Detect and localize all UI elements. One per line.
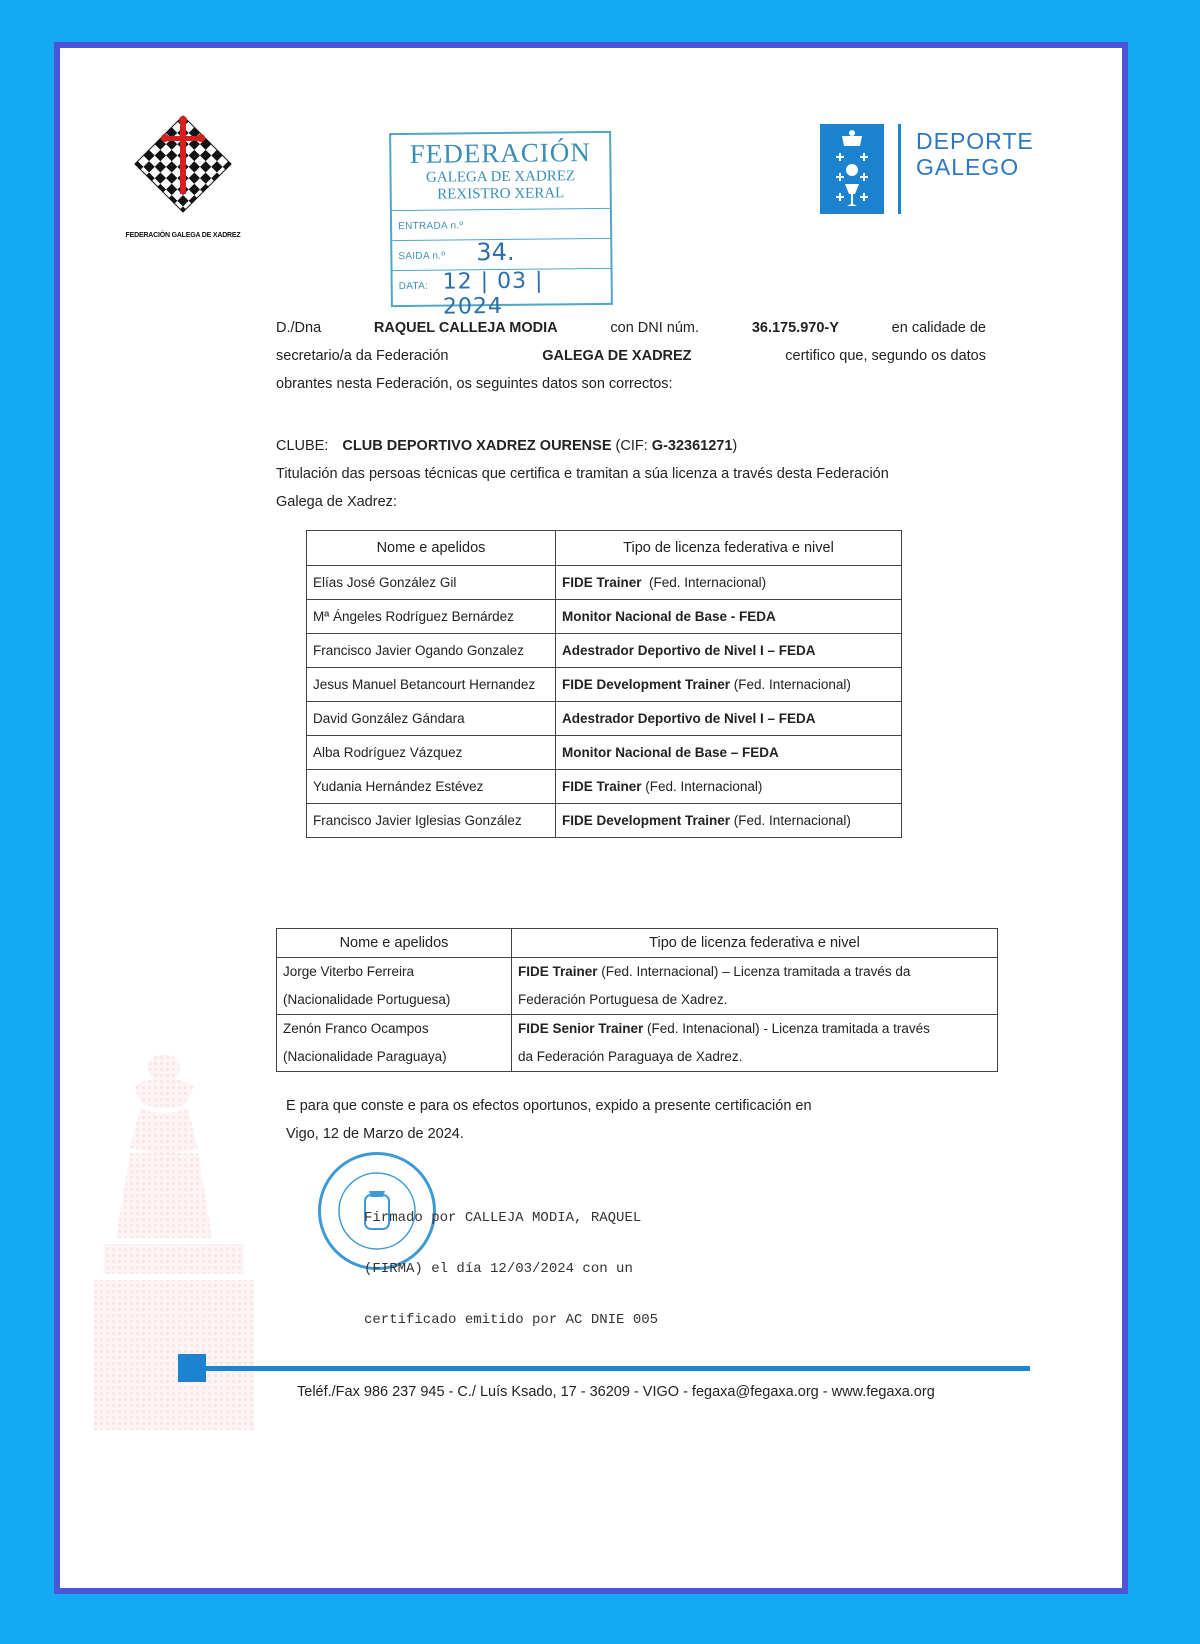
cell-name [277, 1015, 512, 1072]
cell-name: Mª Ángeles Rodríguez Bernárdez [307, 600, 556, 634]
document-page [54, 42, 1128, 1594]
license-level: FIDE Trainer [518, 964, 598, 979]
intro-text-4: obrantes nesta Federación, os seguintes datos son correctos: [276, 376, 673, 392]
license-level: FIDE Development Trainer [562, 813, 731, 828]
intro-text-2: secretario/a da Federación [276, 348, 449, 364]
signature-line-3: certificado emitido por AC DNIE 005 [364, 1312, 659, 1328]
table-row [307, 566, 902, 600]
closing-line-2: Vigo, 12 de Marzo de 2024. [286, 1126, 464, 1142]
license-note-2: da Federación Paraguaya de Xadrez. [518, 1049, 743, 1064]
license-note-1: (Fed. Internacional) – Licenza tramitada a través da [597, 964, 911, 979]
cell-license [556, 770, 902, 804]
club-description-2: Galega de Xadrez: [276, 494, 397, 510]
license-level: FIDE Trainer [562, 779, 642, 794]
stamp-data-label: DATA: [398, 280, 429, 293]
logo-divider [898, 124, 901, 214]
header-license: Tipo de licenza federativa e nivel [512, 929, 998, 958]
header-license: Tipo de licenza federativa e nivel [556, 531, 902, 566]
intro-dni-label: con DNI núm. [610, 320, 700, 336]
table-row [277, 958, 998, 1015]
table-header-row [307, 531, 902, 566]
cell-license [512, 958, 998, 1015]
cell-license [556, 668, 902, 702]
table-row [307, 736, 902, 770]
stamp-saida-label: SAIDA n.º [398, 250, 446, 263]
stamp-line-2: REXISTRO XERAL [437, 185, 565, 203]
license-level: Monitor Nacional de Base - FEDA [562, 609, 776, 624]
cell-license [512, 1015, 998, 1072]
stamp-entrada-label: ENTRADA n.º [398, 220, 464, 233]
chessboard-cross-icon [125, 106, 241, 222]
cell-license [556, 566, 902, 600]
license-note-1: (Fed. Intenacional) - Licenza tramitada a través [643, 1021, 930, 1036]
intro-text-3: certifico que, segundo os datos [785, 348, 986, 364]
club-cif: G-32361271 [651, 438, 733, 454]
digital-signature [364, 1176, 658, 1363]
person-name: Jorge Viterbo Ferreira [283, 964, 415, 979]
intro-prefix: D./Dna [276, 320, 322, 336]
table-row [307, 770, 902, 804]
intro-name: RAQUEL CALLEJA MODIA [373, 320, 558, 336]
registry-stamp [389, 131, 613, 320]
fegaxa-logo [114, 106, 252, 239]
table-row [307, 804, 902, 838]
footer-rule [180, 1366, 1030, 1371]
intro-paragraph [276, 314, 986, 398]
license-scope: (Fed. Internacional) [730, 813, 851, 828]
foreign-licenses-table [276, 928, 998, 1072]
signature-line-1: Firmado por CALLEJA MODIA, RAQUEL [364, 1210, 642, 1226]
stamp-line-1: GALEGA DE XADREZ [425, 168, 576, 186]
deporte-galego-line-1: DEPORTE [916, 128, 1034, 154]
table-row [307, 702, 902, 736]
club-description-1: Titulación das persoas técnicas que certifica e tramitan a súa licenza a través desta Federación [276, 466, 889, 482]
intro-dni: 36.175.970-Y [751, 320, 839, 336]
person-nationality: (Nacionalidade Paraguaya) [283, 1049, 447, 1064]
intro-text-1: en calidade de [891, 320, 986, 336]
license-level: Adestrador Deportivo de Nivel I – FEDA [562, 711, 816, 726]
license-level: Monitor Nacional de Base – FEDA [562, 745, 779, 760]
license-level: FIDE Development Trainer [562, 677, 731, 692]
table-row [307, 634, 902, 668]
footer-contact: Teléf./Fax 986 237 945 - C./ Luís Ksado, 17 - 36209 - VIGO - fegaxa@fegaxa.org - www.fegaxa.org [297, 1384, 935, 1400]
deporte-galego-line-2: GALEGO [916, 154, 1020, 180]
licenses-table [306, 530, 902, 838]
pawn-watermark-icon [94, 1008, 254, 1438]
table-row [307, 600, 902, 634]
cell-name: Elías José González Gil [307, 566, 556, 600]
cell-license [556, 600, 902, 634]
license-scope: (Fed. Internacional) [641, 575, 767, 590]
cell-name: Francisco Javier Ogando Gonzalez [307, 634, 556, 668]
table-row [307, 668, 902, 702]
cell-license [556, 736, 902, 770]
license-level: FIDE Trainer [562, 575, 642, 590]
header-name: Nome e apelidos [277, 929, 512, 958]
cell-name: Yudania Hernández Estévez [307, 770, 556, 804]
club-section [276, 432, 1014, 516]
header-name: Nome e apelidos [307, 531, 556, 566]
fegaxa-logo-caption: FEDERACIÓN GALEGA DE XADREZ [125, 232, 241, 239]
license-scope: (Fed. Internacional) [641, 779, 763, 794]
table-row [277, 1015, 998, 1072]
signature-line-2: (FIRMA) el día 12/03/2024 con un [364, 1261, 633, 1277]
person-name: Zenón Franco Ocampos [283, 1021, 429, 1036]
intro-federation: GALEGA DE XADREZ [542, 348, 692, 364]
table-header-row [277, 929, 998, 958]
stamp-title: FEDERACIÓN [409, 137, 591, 169]
cell-name [277, 958, 512, 1015]
stamp-entrada-row [392, 208, 610, 240]
cell-license [556, 702, 902, 736]
club-cif-close: ) [732, 438, 738, 454]
stamp-data-value: 12 | 03 | 2024 [442, 268, 544, 320]
stamp-data-row [393, 268, 611, 320]
closing-paragraph [286, 1092, 812, 1148]
club-cif-label: (CIF: [615, 438, 648, 454]
cell-name: Jesus Manuel Betancourt Hernandez [307, 668, 556, 702]
closing-line-1: E para que conste e para os efectos oportunos, expido a presente certificación en [286, 1098, 812, 1114]
person-nationality: (Nacionalidade Portuguesa) [283, 992, 451, 1007]
license-level: Adestrador Deportivo de Nivel I – FEDA [562, 643, 816, 658]
cell-name: David González Gándara [307, 702, 556, 736]
license-scope: (Fed. Internacional) [730, 677, 851, 692]
stamp-saida-row [392, 238, 610, 270]
license-note-2: Federación Portuguesa de Xadrez. [518, 992, 728, 1007]
deporte-galego-text [916, 128, 1056, 180]
stamp-saida-value: 34. [476, 237, 515, 267]
cell-name: Alba Rodríguez Vázquez [307, 736, 556, 770]
license-level: FIDE Senior Trainer [518, 1021, 644, 1036]
galicia-crest-icon [820, 124, 884, 214]
cell-license [556, 634, 902, 668]
cell-name: Francisco Javier Iglesias González [307, 804, 556, 838]
footer-square [178, 1354, 206, 1382]
cell-license [556, 804, 902, 838]
club-name: CLUB DEPORTIVO XADREZ OURENSE [342, 438, 612, 454]
club-label: CLUBE: [276, 438, 329, 454]
